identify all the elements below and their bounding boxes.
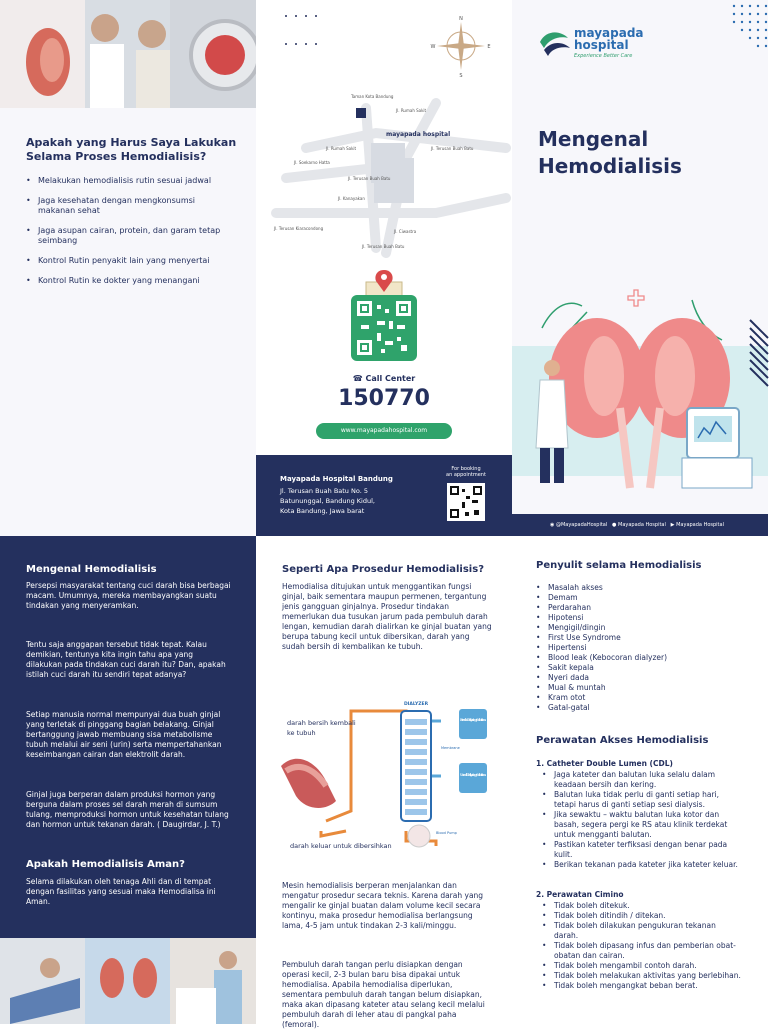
heading-prosedur: Seperti Apa Prosedur Hemodialisis? bbox=[282, 564, 484, 575]
decor-dots-compass bbox=[256, 0, 512, 90]
list-item: • Kram otot bbox=[536, 693, 756, 703]
map-label: Jl. Terusan Buah Batu bbox=[431, 146, 474, 151]
bottom-photo bbox=[0, 938, 256, 1024]
qr-icon bbox=[357, 301, 411, 355]
list-item: • Balutan luka tidak perlu di ganti setiap hari, tetapi harus di ganti setiap sesi dialysis. bbox=[542, 790, 742, 810]
list-item: • Hipotensi bbox=[536, 613, 756, 623]
list-item: • Masalah akses bbox=[536, 583, 756, 593]
svg-text:W: W bbox=[430, 44, 436, 50]
facebook-icon: ● bbox=[612, 522, 617, 528]
header-photo bbox=[0, 0, 256, 108]
booking-line: an appointment bbox=[446, 472, 486, 478]
photo-illustration bbox=[0, 938, 256, 1024]
panel-top-right bbox=[512, 0, 768, 536]
logo-text-top: mayapada bbox=[574, 26, 644, 40]
qr-icon bbox=[450, 486, 482, 518]
booking-qr[interactable] bbox=[447, 483, 485, 521]
paragraph: Mesin hemodialisis berperan menjalankan dan mengatur prosedur secara teknis. Karena darah yang mengalir ke ginjal buatan dalam volume kecil secara kontinyu, maka prosedur hemodialisa berlangsung lama, 4-5 jam untuk tindakan 2-3 kali/minggu. bbox=[282, 881, 484, 930]
compass-icon bbox=[431, 16, 491, 79]
map-label: Jl. Ciwastra bbox=[394, 229, 417, 234]
panel-top-left bbox=[0, 0, 256, 536]
dot-grid-icon bbox=[285, 15, 317, 45]
booking-line: For booking bbox=[451, 466, 481, 472]
kidney-illustration bbox=[512, 288, 768, 518]
map-label: Jl. Terusan Buah Batu bbox=[348, 176, 391, 181]
heading-aman: Apakah Hemodialisis Aman? bbox=[26, 859, 185, 870]
blood-pump-icon bbox=[408, 825, 430, 847]
used-solution-box bbox=[459, 763, 487, 793]
address-line: Jl. Terusan Buah Batu No. 5 bbox=[280, 487, 368, 495]
list-item: • Tidak boleh mengangkat beban berat. bbox=[542, 981, 742, 991]
map-label: Jl. Kanayakan bbox=[338, 196, 365, 201]
list-item: • Nyeri dada bbox=[536, 673, 756, 683]
dot-grid-icon bbox=[728, 0, 778, 60]
map-label: Jl. Soekarno Hatta bbox=[294, 160, 330, 165]
location-map bbox=[256, 88, 512, 258]
list-item: • Hipertensi bbox=[536, 643, 756, 653]
heading-penyulit: Penyulit selama Hemodialisis bbox=[536, 560, 702, 571]
panel-bottom-left bbox=[0, 536, 256, 1024]
pump-label: Blood Pump bbox=[436, 831, 457, 835]
address bbox=[280, 486, 375, 516]
paragraph: Selama dilakukan oleh tenaga Ahli dan di tempat dengan fasilitas yang sesuai maka Hemodialisa ini Aman. bbox=[26, 877, 216, 906]
panel-top-middle bbox=[256, 0, 512, 536]
list-item: • Pastikan kateter terfiksasi dengan benar pada kulit. bbox=[542, 840, 742, 860]
list-item: • Kontrol Rutin penyakit lain yang menyertai bbox=[26, 256, 241, 266]
call-center-label bbox=[256, 374, 512, 383]
svg-text:N: N bbox=[459, 16, 463, 22]
plus-icon bbox=[628, 290, 644, 306]
address-line: Batununggal, Bandung Kidul, bbox=[280, 497, 375, 505]
call-center-text: Call Center bbox=[365, 374, 416, 383]
paragraph: Pembuluh darah tangan perlu disiapkan dengan operasi kecil, 2-3 bulan baru bisa dipakai untuk hemodialisa. Apabila hemodialisa diperlukan, sementara pembuluh darah tangan belum disiapkan, maka akan dipasang kateter atau selang kecil melalui pembuluh darah di leher atau di pangkal paha (femoral). bbox=[282, 960, 485, 1029]
list-item: • Tidak boleh melakukan aktivitas yang berlebihan. bbox=[542, 971, 742, 981]
dialyzer-unit bbox=[401, 711, 431, 821]
youtube-icon: ▶ bbox=[670, 522, 675, 528]
panel-bottom-middle bbox=[256, 536, 512, 1029]
map-label: Taman Kota Bandung bbox=[351, 94, 394, 99]
list-item: • Jaga asupan cairan, protein, dan garam tetap seimbang bbox=[26, 226, 241, 246]
list-item: • Berikan tekanan pada kateter jika kateter keluar. bbox=[542, 860, 742, 870]
photo-illustration bbox=[0, 0, 256, 108]
map-logo: mayapada hospital bbox=[386, 131, 451, 138]
dialyzer-label: DIALYZER bbox=[403, 702, 429, 707]
svg-text:E: E bbox=[487, 44, 491, 50]
logo-tagline: Experience Better Care bbox=[574, 53, 633, 59]
list-item: • Blood leak (Kebocoran dialyzer) bbox=[536, 653, 756, 663]
title-line: Hemodialisis bbox=[538, 154, 682, 178]
qr-code[interactable] bbox=[351, 295, 417, 361]
paragraph: Ginjal juga berperan dalam produksi hormon yang berguna dalam proses sel darah merah di sumsum tulang, memproduksi hormon untuk kesehatan tulang dan hormon untuk tekanan darah. ( Daugirdar, J. T.) bbox=[26, 790, 229, 829]
subheading-cdl: 1. Catheter Double Lumen (CDL) bbox=[536, 759, 673, 768]
phone-icon: ☎ bbox=[352, 374, 366, 383]
label-clean-blood: darah bersih kembali ke tubuh bbox=[287, 719, 356, 737]
list-item: • Jaga kateter dan balutan luka selalu dalam keadaan bersih dan kering. bbox=[542, 770, 742, 790]
address-line: Kota Bandung, Jawa barat bbox=[280, 507, 365, 515]
fresh-label: Fresh Dialyzing Solution bbox=[460, 717, 486, 722]
list-item: • Mengigil/dingin bbox=[536, 623, 756, 633]
cimino-list bbox=[542, 901, 742, 991]
hospital-name: Mayapada Hospital Bandung bbox=[280, 475, 393, 483]
logo-icon bbox=[538, 28, 572, 56]
membrane-label: Membrane bbox=[441, 746, 460, 750]
map-label: Jl. Terusan Buah Batu bbox=[362, 244, 405, 249]
list-item: • Tidak boleh ditekuk. bbox=[542, 901, 742, 911]
list-item: • Tidak boleh mengambil contoh darah. bbox=[542, 961, 742, 971]
map-label: Jl. Terusan Kiaracondong bbox=[274, 226, 324, 231]
social-bar bbox=[512, 514, 768, 536]
list-item: • Mual & muntah bbox=[536, 683, 756, 693]
fresh-solution-box bbox=[459, 709, 487, 739]
list-item: • Demam bbox=[536, 593, 756, 603]
heading-mengenal: Mengenal Hemodialisis bbox=[26, 564, 157, 575]
list-item: • First Use Syndrome bbox=[536, 633, 756, 643]
list-item: • Sakit kepala bbox=[536, 663, 756, 673]
todo-list bbox=[26, 176, 241, 286]
section-title bbox=[26, 136, 246, 164]
paragraph: Tentu saja anggapan tersebut tidak tepat. Kalau demikian, tentunya kita ingin tahu apa yang dilakukan pada tindakan cuci darah itu? Dan, apakah istilah cuci darah itu sendiri tepat adanya? bbox=[26, 640, 226, 679]
complications-list bbox=[536, 583, 756, 713]
map-label: Jl. Rumah Sakit bbox=[396, 108, 427, 113]
booking-label bbox=[436, 466, 496, 478]
map-label: Jl. Rumah Sakit bbox=[326, 146, 357, 151]
list-item: • Melakukan hemodialisis rutin sesuai jadwal bbox=[26, 176, 241, 186]
list-item: • Kontrol Rutin ke dokter yang menangani bbox=[26, 276, 241, 286]
list-item: • Tidak boleh ditindih / ditekan. bbox=[542, 911, 742, 921]
list-item: • Jika sewaktu – waktu balutan luka kotor dan basah, segera pergi ke RS atau klinik terdekat untuk mengganti balutan. bbox=[542, 810, 742, 840]
list-item: • Jaga kesehatan dengan mengkonsumsi makanan sehat bbox=[26, 196, 241, 216]
logo-text-bottom: hospital bbox=[574, 38, 629, 52]
heading-perawatan: Perawatan Akses Hemodialisis bbox=[536, 735, 709, 746]
cover-title bbox=[538, 126, 682, 180]
cdl-list bbox=[542, 770, 742, 870]
svg-text:S: S bbox=[459, 73, 463, 79]
title-line: Mengenal bbox=[538, 127, 649, 151]
list-item: • Tidak boleh dipasang infus dan pemberian obat-obatan dan cairan. bbox=[542, 941, 742, 961]
instagram-icon: ◉ bbox=[550, 522, 555, 528]
call-center-number[interactable]: 150770 bbox=[338, 386, 430, 411]
website-button[interactable]: www.mayapadahospital.com bbox=[316, 423, 452, 439]
list-item: • Perdarahan bbox=[536, 603, 756, 613]
address-box bbox=[256, 455, 512, 536]
panel-bottom-right bbox=[512, 536, 768, 1024]
used-label: Used Dialyzing Solution bbox=[460, 772, 486, 777]
social-instagram[interactable]: @MayapadaHospital bbox=[555, 522, 608, 528]
title-line: Apakah yang Harus Saya Lakukan bbox=[26, 136, 237, 149]
paragraph: Persepsi masyarakat tentang cuci darah bisa berbagai macam. Umumnya, mereka membayangkan suatu tindakan yang menyeramkan. bbox=[26, 581, 231, 610]
subheading-cimino: 2. Perawatan Cimino bbox=[536, 890, 624, 899]
social-youtube[interactable]: Mayapada Hospital bbox=[676, 522, 724, 528]
social-facebook[interactable]: Mayapada Hospital bbox=[618, 522, 666, 528]
paragraph: Setiap manusia normal mempunyai dua buah ginjal yang terletak di pinggang bagian belakang. Ginjal bertanggung jawab membuang sisa metabolisme tubuh melalui air seni (urin) serta mempertahankan keseimbangan cairan dan elektrolit darah. bbox=[26, 710, 222, 759]
brand-logo bbox=[538, 26, 678, 66]
label-dirty-blood: darah keluar untuk dibersihkan bbox=[290, 842, 392, 850]
list-item: • Gatal-gatal bbox=[536, 703, 756, 713]
paragraph: Hemodialisa ditujukan untuk menggantikan fungsi ginjal, baik sementara maupun permenen, tergantung jenis gangguan ginjalnya. Prosedur tindakan memerlukan dua tusukan jarum pada pembuluh darah lengan, kemudian darah dialirkan ke ginjal buatan yang berupa tabung kecil untuk dibersikan, darah yang sudah bersih di kembalikan ke tubuh. bbox=[282, 582, 492, 651]
title-line: Selama Proses Hemodialisis? bbox=[26, 150, 207, 163]
list-item: • Tidak boleh dilakukan pengukuran tekanan darah. bbox=[542, 921, 742, 941]
